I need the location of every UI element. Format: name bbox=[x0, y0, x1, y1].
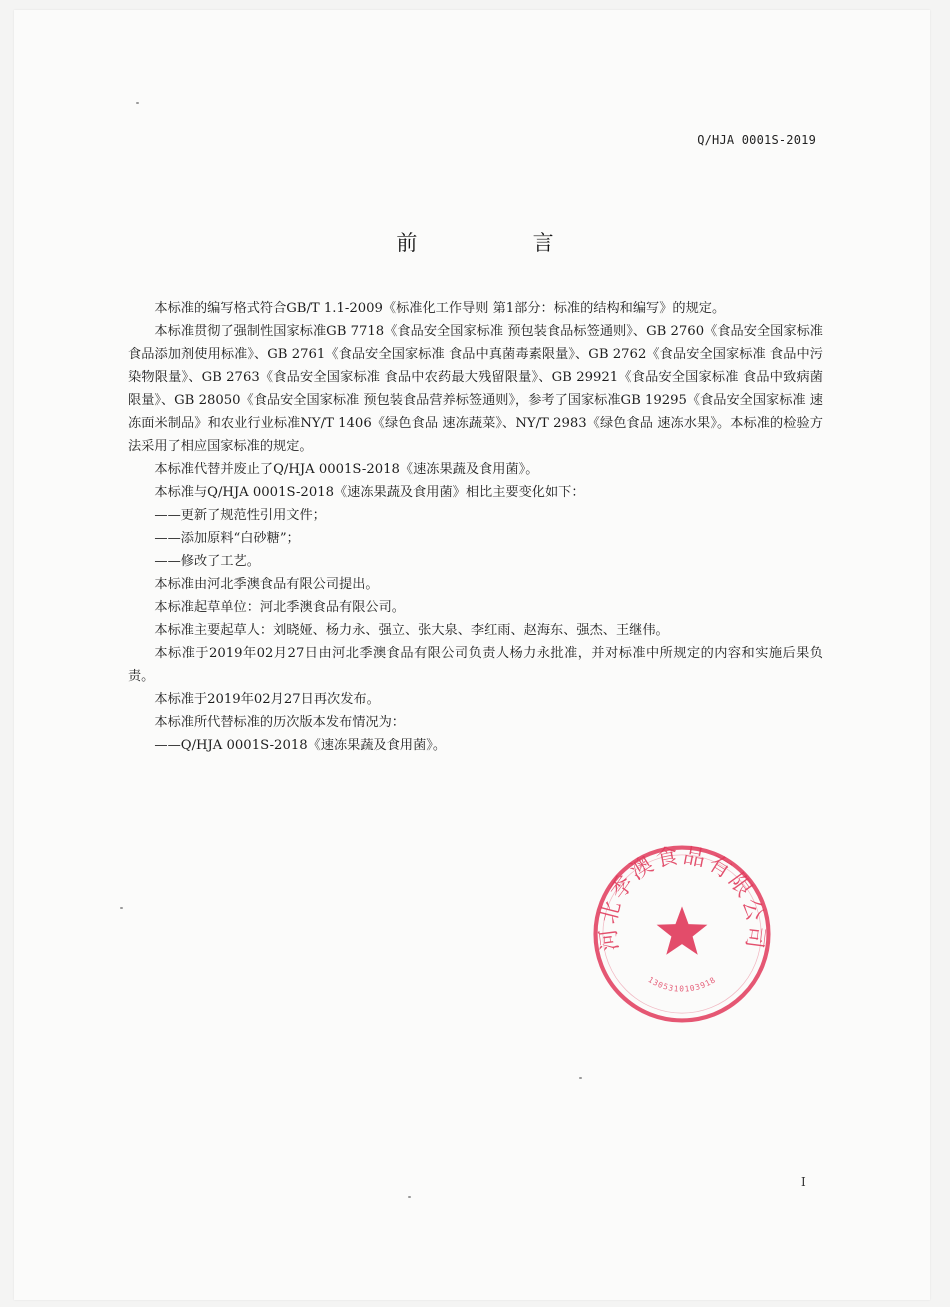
change-item: ——更新了规范性引用文件； bbox=[154, 508, 326, 523]
history-item: ——Q/HJA 0001S-2018《速冻果蔬及食用菌》。 bbox=[154, 738, 447, 753]
change-item: ——添加原料“白砂糖”； bbox=[154, 531, 300, 546]
paragraph-proposer: 本标准由河北季澳食品有限公司提出。 bbox=[154, 577, 379, 592]
seal-serial: 1305310103918 bbox=[646, 975, 718, 994]
company-seal bbox=[590, 842, 774, 1026]
paragraph-replaces: 本标准代替并废止了Q/HJA 0001S-2018《速冻果蔬及食用菌》。 bbox=[154, 462, 539, 477]
paragraph-referenced-standards: 本标准贯彻了强制性国家标准GB 7718《食品安全国家标准 预包装食品标签通则》、GB 2760《食品安全国家标准 食品添加剂使用标准》、GB 2761《食品安全国家标准 食品中真菌毒素限量》、GB 2762《食品安全国家标准 食品中污染物限量》、GB 2763《食品安全国家标准 食品中农药最大残留限量》、GB 29921《食品安全国家标准 食品中致病菌限量》、GB 28050《食品安全国家标准 预包装食品营养标签通则》，参考了国家标准GB 19295《食品安全国家标准 速冻面米制品》和农业行业标准NY/T 1406《绿色食品 速冻蔬菜》、NY/T 2983《绿色食品 速冻水果》。本标准的检验方法采用了相应国家标准的规定。 bbox=[128, 324, 823, 454]
title-text: 前 言 bbox=[396, 231, 588, 255]
scan-speck bbox=[408, 1196, 411, 1198]
paragraph-changes-intro: 本标准与Q/HJA 0001S-2018《速冻果蔬及食用菌》相比主要变化如下： bbox=[154, 485, 585, 500]
standard-code: Q/HJA 0001S-2019 bbox=[697, 133, 816, 147]
scan-speck bbox=[579, 1077, 582, 1079]
seal-star bbox=[657, 906, 708, 954]
paragraph-format: 本标准的编写格式符合GB/T 1.1-2009《标准化工作导则 第1部分：标准的结构和编写》的规定。 bbox=[154, 301, 726, 316]
change-item: ——修改了工艺。 bbox=[154, 554, 260, 569]
paragraph-republish: 本标准于2019年02月27日再次发布。 bbox=[154, 692, 380, 707]
scan-speck bbox=[136, 102, 139, 104]
paragraph-drafting-unit: 本标准起草单位：河北季澳食品有限公司。 bbox=[154, 600, 405, 615]
page-number: I bbox=[801, 1175, 806, 1189]
seal-company-name: 河北季澳食品有限公司 bbox=[595, 843, 769, 953]
foreword-body bbox=[128, 297, 823, 757]
paragraph-drafters: 本标准主要起草人：刘晓娅、杨力永、强立、张大泉、李红雨、赵海东、强杰、王继伟。 bbox=[154, 623, 669, 638]
scan-speck bbox=[120, 907, 123, 909]
paragraph-history-intro: 本标准所代替标准的历次版本发布情况为： bbox=[154, 715, 405, 730]
page-title bbox=[0, 227, 950, 257]
paragraph-approval: 本标准于2019年02月27日由河北季澳食品有限公司负责人杨力永批准，并对标准中所规定的内容和实施后果负责。 bbox=[128, 646, 823, 684]
